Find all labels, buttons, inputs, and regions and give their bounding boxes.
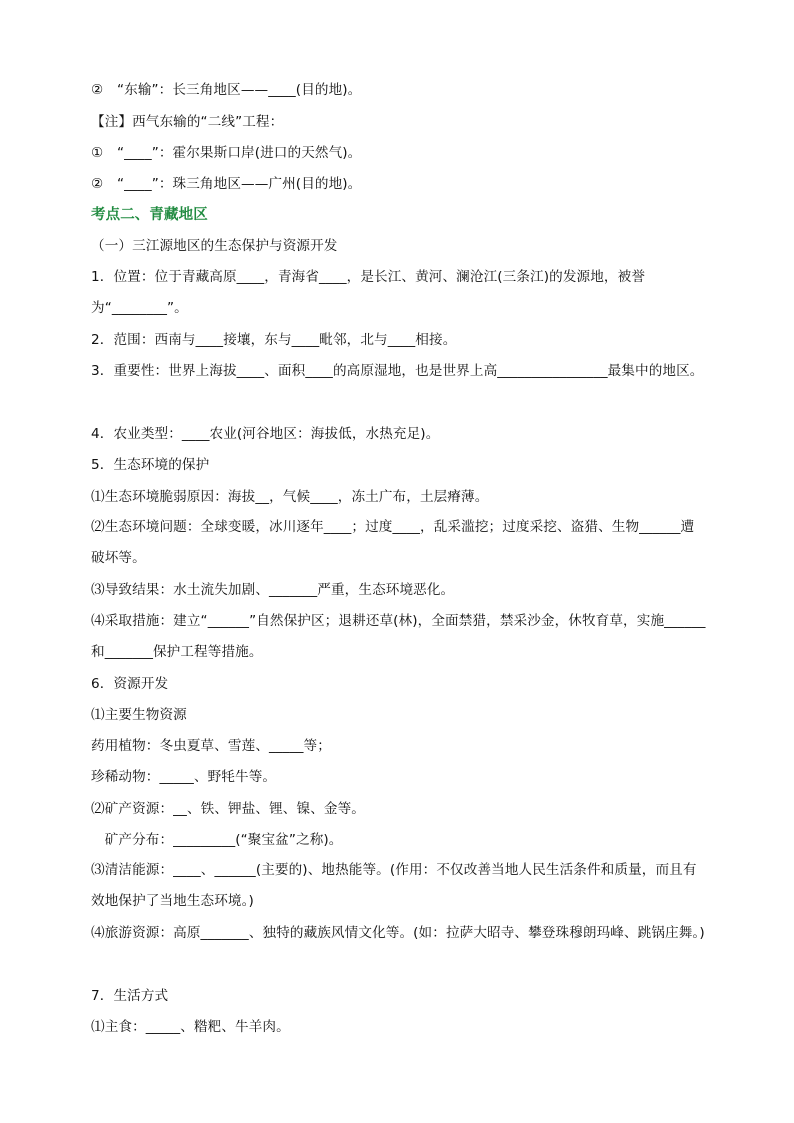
subsection-title: （一）三江源地区的生态保护与资源开发 bbox=[91, 238, 338, 254]
text-line: 药用植物：冬虫夏草、雪莲、_____等； bbox=[91, 738, 331, 754]
text-paragraph: ⑷旅游资源：高原_______、独特的藏族风情文化等。(如：拉萨大昭寺、攀登珠穆朗玛峰、跳锅庄舞。) bbox=[91, 925, 705, 941]
text-paragraph: 1．位置：位于青藏高原____，青海省____，是长江、黄河、澜沧江(三条江)的发源地，被誉为“________”。 bbox=[91, 269, 646, 316]
text-line: ① “____”：霍尔果斯口岸(进口的天然气)。 bbox=[91, 145, 362, 161]
text-line: 矿产分布：_________(“聚宝盆”之称)。 bbox=[91, 832, 343, 848]
text-line: 7．生活方式 bbox=[91, 988, 169, 1004]
text-line: ⑴主食：_____、糌粑、牛羊肉。 bbox=[91, 1019, 290, 1035]
text-line: 6．资源开发 bbox=[91, 676, 169, 692]
text-line: ⑵矿产资源：__、铁、钾盐、锂、镍、金等。 bbox=[91, 801, 365, 817]
text-paragraph: 3．重要性：世界上海拔____、面积____的高原湿地，也是世界上高________________最集中的地区。 bbox=[91, 363, 704, 379]
text-line: 珍稀动物：_____、野牦牛等。 bbox=[91, 769, 277, 785]
text-line: ⑴生态环境脆弱原因：海拔__，气候____，冻土广布，土层瘠薄。 bbox=[91, 489, 489, 505]
text-paragraph: ⑷采取措施：建立“______”自然保护区；退耕还草(林)，全面禁猎，禁采沙金，休牧育草，实施______和_______保护工程等措施。 bbox=[91, 613, 706, 660]
text-line: ② “____”：珠三角地区——广州(目的地)。 bbox=[91, 176, 362, 192]
text-line: 5．生态环境的保护 bbox=[91, 457, 210, 473]
text-paragraph: ⑶清洁能源：____、______(主要的)、地热能等。(作用：不仅改善当地人民生活条件和质量，而且有效地保护了当地生态环境。) bbox=[91, 862, 697, 909]
text-line: 2．范围：西南与____接壤，东与____毗邻，北与____相接。 bbox=[91, 332, 457, 348]
text-line: ② “东输”：长三角地区——____(目的地)。 bbox=[91, 82, 362, 98]
section-heading: 考点二、青藏地区 bbox=[91, 207, 208, 223]
text-paragraph: ⑵生态环境问题：全球变暖，冰川逐年____；过度____，乱采滥挖；过度采挖、盗猎、生物______遭破坏等。 bbox=[91, 519, 695, 566]
text-line: ⑶导致结果：水土流失加剧、_______严重，生态环境恶化。 bbox=[91, 582, 455, 598]
text-line: ⑴主要生物资源 bbox=[91, 707, 187, 723]
text-line: 4．农业类型：____农业(河谷地区：海拔低，水热充足)。 bbox=[91, 426, 440, 442]
note-line: 【注】西气东输的“二线”工程： bbox=[91, 114, 284, 130]
